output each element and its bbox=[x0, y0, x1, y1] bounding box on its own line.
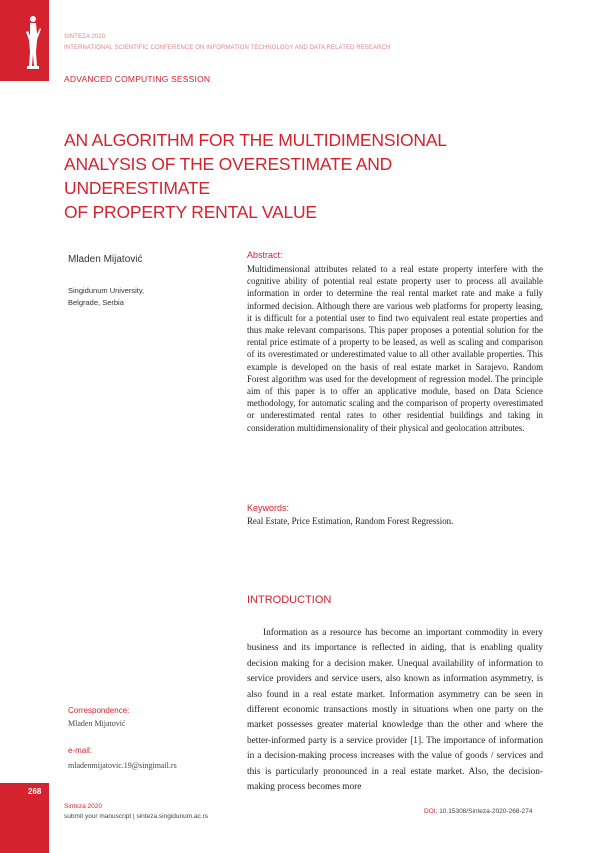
correspondence-label: Correspondence: bbox=[68, 706, 130, 715]
introduction-heading: INTRODUCTION bbox=[247, 594, 332, 606]
keywords-label: Keywords: bbox=[247, 503, 290, 513]
title-line: ANALYSIS OF THE OVERESTIMATE AND UNDERESTIMATE bbox=[64, 154, 393, 198]
page-number: 268 bbox=[28, 787, 42, 796]
conference-header: INTERNATIONAL SCIENTIFIC CONFERENCE ON INFORMATION TECHNOLOGY AND DATA RELATED RESEARCH bbox=[64, 45, 391, 51]
introduction-text: Information as a resource has become an important commodity in every business and its importance is reflected in aiding, that is enabling quality decision making for a decision maker. Unequal availability of information to service providers and service users, also known as information asymmetry, is also found in a real estate market. Information asymmetry can be seen in different economic transactions mostly in situations when one party on the market possesses greater material knowledge than the other and where the better-informed party is a service provider [1]. The importance of information in a decision-making process increases with the value of goods / services and this is particularly pronounced in a real estate market. Also, the decision-making process becomes more bbox=[247, 628, 543, 793]
session-label: ADVANCED COMPUTING SESSION bbox=[64, 74, 211, 84]
bottom-red-bar bbox=[0, 783, 49, 853]
email-link[interactable]: mladenmijatovic.19@singimail.rs bbox=[68, 761, 177, 770]
author-affiliation bbox=[68, 285, 218, 309]
statue-logo-icon bbox=[22, 14, 44, 72]
affiliation-line: Belgrade, Serbia bbox=[68, 298, 124, 307]
affiliation-line: Singidunum University, bbox=[68, 286, 145, 295]
correspondence-name: Mladen Mijatović bbox=[68, 719, 126, 728]
author-name: Mladen Mijatović bbox=[68, 254, 143, 265]
doi-value[interactable]: 10.15308/Sinteza-2020-268-274 bbox=[439, 808, 533, 815]
email-label: e-mail: bbox=[68, 746, 93, 755]
keywords-text: Real Estate, Price Estimation, Random Forest Regression. bbox=[247, 516, 454, 526]
footer-journal: Sinteza 2020 bbox=[64, 803, 102, 810]
doi-label: DOI: bbox=[424, 808, 438, 815]
abstract-text: Multidimensional attributes related to a real estate property interfere with the cognitive ability of potential real estate property user to process all available information in order to determine the real rental market rate and make a fully informed decision. Although there are various web platforms for property leasing, it is difficult for a potential user to find two equivalent real estate properties and thus make relevant comparisons. This paper proposes a potential solution for the rental price estimate of a property to be leased, as well as scaling and comparison of its overestimated or underestimated value to all other available properties. This example is developed on the basis of real estate market in Sarajevo. Random Forest algorithm was used for the development of regression model. The principle aim of this paper is to offer an applicative module, based on Data Science methodology, for automatic scaling and the comparison of property overestimated or underestimated rental rates to other residential buildings and taking in consideration multidimensionality of their physical and geolocation attributes. bbox=[247, 264, 543, 433]
paper-title bbox=[64, 128, 534, 224]
title-line: AN ALGORITHM FOR THE MULTIDIMENSIONAL bbox=[64, 130, 447, 150]
footer-submit-link[interactable]: submit your manuscript | sinteza.singidunum.ac.rs bbox=[64, 813, 209, 820]
title-line: OF PROPERTY RENTAL VALUE bbox=[64, 202, 317, 222]
abstract-label: Abstract: bbox=[247, 250, 283, 260]
top-red-bar bbox=[0, 0, 49, 81]
journal-header: SINTEZA 2020 bbox=[64, 34, 106, 40]
footer-doi bbox=[424, 808, 532, 815]
